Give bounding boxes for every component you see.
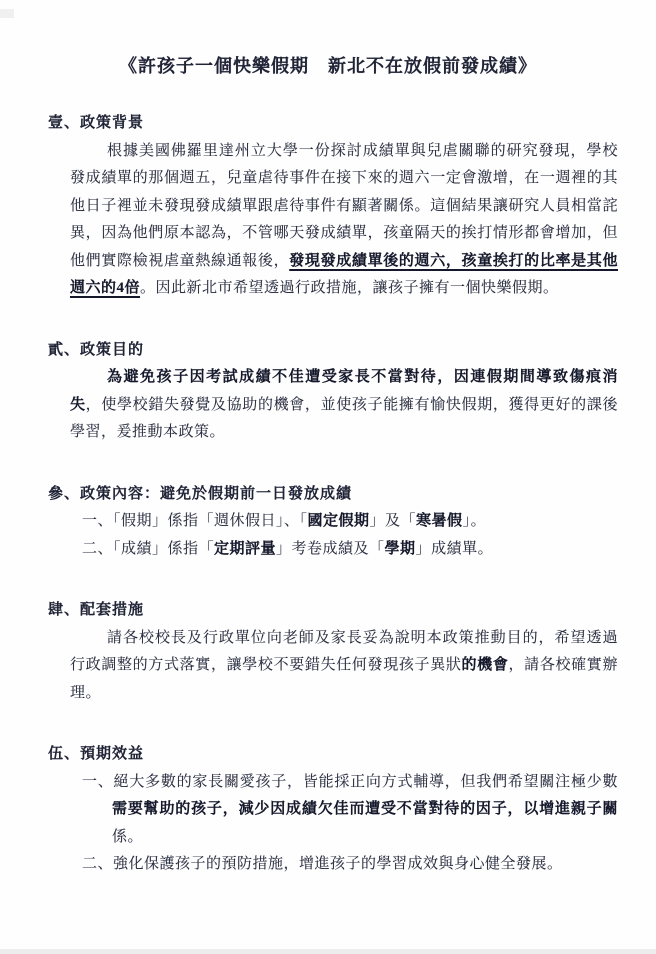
text-segment: 」。 [462, 513, 487, 529]
section [48, 110, 618, 303]
section-heading: 伍、預期效益 [48, 746, 145, 762]
text-segment: 國定假期 [307, 513, 370, 529]
text-segment: 一、絕大多數的家長關愛孩子，皆能採正向方式輔導，但我們希望關注極少數 [82, 773, 618, 790]
section [48, 597, 618, 707]
section-heading: 貳、政策目的 [48, 341, 145, 358]
text-segment: 需要幫助的孩子，減少因成績欠佳而遭受不當對待的因子，以增進親子關 [112, 801, 618, 817]
text-segment: 二、強化保護孩子的預防措施，增進孩子的學習成效與身心健全發展。 [82, 856, 563, 872]
text-segment: 發現發成績單後的週六，孩童挨打的比率是其他週六的4倍 [70, 252, 618, 296]
text-segment: 一、「假期」係指「週休假日」、「 [82, 513, 308, 529]
section-heading: 肆、配套措施 [48, 602, 145, 618]
text-segment: 根據美國佛羅里達州立大學一份探討成績單與兒虐關聯的研究發現，學校發成績單的那個週五，兒童虐待事件在接下來的週六一定會激增，在一週裡的其他日子裡並未發現發成績單跟虐待事件有顯著關係。這個結果讓研究人員相當詫異，因為他們原本認為，不管哪天發成績單，孩童隔天的挨打情形都會增加，但他們實際檢視虐童熱線通報後， [70, 142, 618, 269]
list-item [82, 769, 618, 852]
text-segment: 」考卷成績及「 [276, 540, 385, 557]
section [48, 481, 618, 564]
text-segment: 定期評量 [214, 540, 277, 557]
list-item [82, 536, 618, 564]
section-heading: 參、政策內容：避免於假期前一日發放成績 [48, 485, 353, 502]
list-item [82, 508, 618, 536]
text-segment: 請各校校長及行政單位向老師及家長妥為說明本政策推動目的，希望透過行政調整的方式落實，讓學校不要錯失任何發現孩子異狀 [70, 629, 618, 673]
section [48, 337, 618, 447]
paragraph [70, 138, 618, 303]
text-segment: 學期 [384, 540, 416, 557]
text-segment: ，使學校錯失發覺及協助的機會，並使孩子能擁有愉快假期，獲得更好的課後學習，爰推動本政策。 [70, 396, 618, 440]
text-segment: 的機會 [461, 657, 509, 673]
text-segment: 」及「 [369, 513, 417, 529]
section [48, 741, 618, 879]
document-body [48, 110, 618, 879]
document-title: 《許孩子一個快樂假期 新北不在放假前發成績》 [119, 56, 537, 76]
text-segment: 」成績單。 [415, 540, 494, 557]
text-segment: ，請各校確實辦理。 [70, 657, 618, 701]
paragraph [70, 364, 618, 447]
scan-artifact [0, 9, 14, 18]
text-segment: 二、「成績」係指「 [82, 540, 215, 557]
page-bottom-edge [0, 949, 656, 954]
list-item [82, 851, 618, 879]
section-heading: 壹、政策背景 [48, 115, 145, 131]
text-segment: 係。 [112, 828, 144, 845]
text-segment: 。因此新北市希望透過行政措施，讓孩子擁有一個快樂假期。 [140, 280, 559, 296]
text-segment: 為避免孩子因考試成績不佳遭受家長不當對待，因連假期間導致傷痕消失 [70, 369, 618, 413]
paragraph [70, 625, 618, 708]
text-segment: 寒暑假 [416, 513, 463, 529]
